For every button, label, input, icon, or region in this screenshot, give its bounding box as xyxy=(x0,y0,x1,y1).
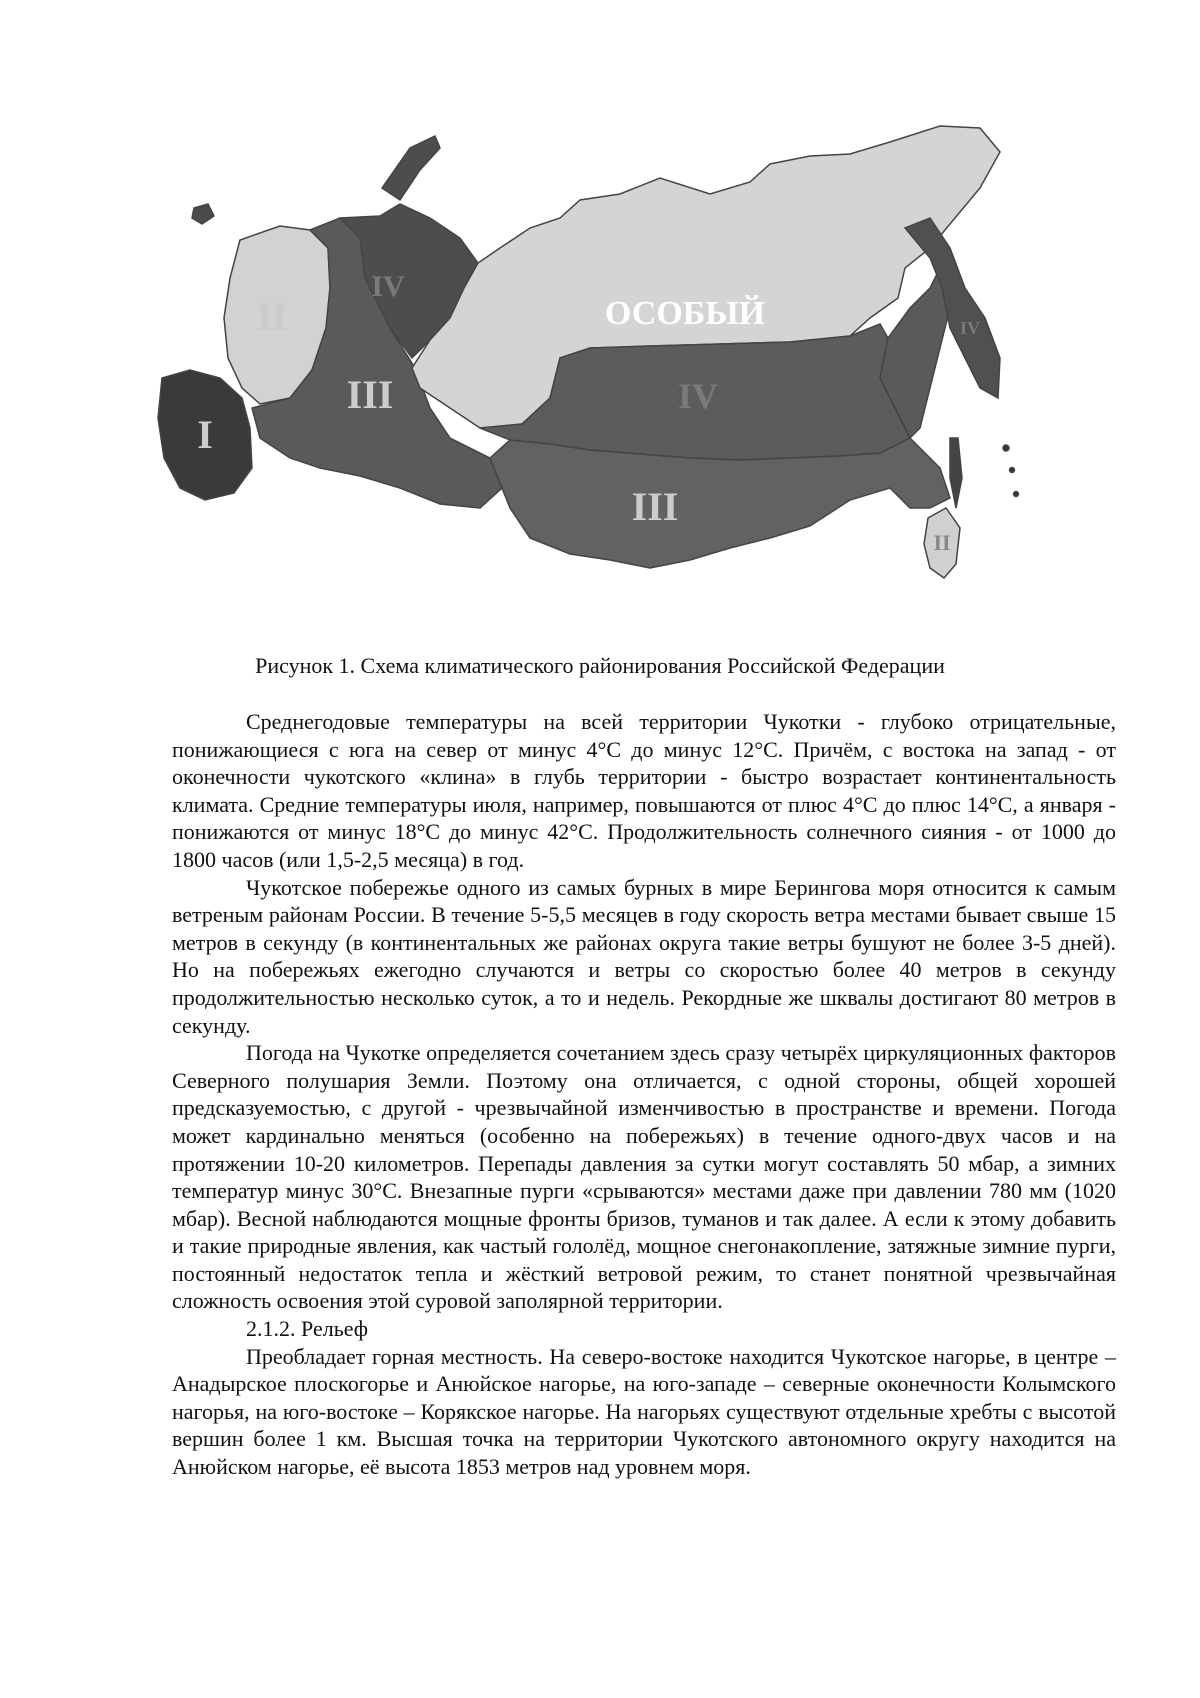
climate-zones-map xyxy=(150,108,1110,648)
zone-label-special: ОСОБЫЙ xyxy=(604,295,766,332)
zone-label-III-west: III xyxy=(346,372,394,417)
zone-label-IV-central: IV xyxy=(677,376,719,416)
paragraph-winds: Чукотское побережье одного из самых бурных в мире Берингова моря относится к самым ветреным районам России. В течение 5-5,5 месяцев в году скорость ветра местами бывает свыше 15 метров в секунду (в континентальных же районах округа такие ветры бушуют не более 3-5 дней). Но на побережьях ежегодно случаются и ветры со скоростью более 40 метров в секунду продолжительностью несколько суток, а то и недель. Рекордные же шквалы достигают 80 метров в секунду. xyxy=(172,874,1116,1038)
figure-caption: Рисунок 1. Схема климатического районирования Российской Федерации xyxy=(255,653,945,678)
kaliningrad-region xyxy=(192,204,214,224)
kuril-islands xyxy=(1003,445,1009,451)
document-body xyxy=(172,708,1116,1481)
novaya-zemlya xyxy=(382,136,440,200)
zone-label-II: II xyxy=(256,294,288,339)
paragraph-relief: Преобладает горная местность. На северо-востоке находится Чукотское нагорье, в центре – Анадырское плоскогорье и Анюйское нагорье, на юго-западе – северные оконечности Колымского нагорья, на юго-востоке – Корякское нагорье. На нагорьях существуют отдельные хребты с высотой вершин более 1 км. Высшая точка на территории Чукотского автономного округу находится на Анюйском нагорье, её высота 1853 метров над уровнем моря. xyxy=(172,1343,1116,1480)
zone-label-IV-north: IV xyxy=(371,270,405,303)
zone-label-IV-east: IV xyxy=(959,318,981,338)
sakhalin-island xyxy=(950,438,962,508)
section-heading-relief: 2.1.2. Рельеф xyxy=(246,1316,369,1342)
paragraph-temperatures: Среднегодовые температуры на всей территории Чукотки - глубоко отрицательные, понижающиеся с юга на север от минус 4°С до минус 12°С. Причём, с востока на запад - от оконечности чукотского «клина» в глубь территории - быстро возрастает континентальность климата. Средние температуры июля, например, повышаются от плюс 4°С до плюс 14°С, а января - понижаются от минус 18°С до минус 42°С. Продолжительность солнечного сияния - от 1000 до 1800 часов (или 1,5-2,5 месяца) в год. xyxy=(172,709,1116,872)
zone-label-III-south: III xyxy=(631,484,679,529)
zone-label-II-east: II xyxy=(933,530,951,555)
zone-label-I: I xyxy=(197,412,213,457)
paragraph-weather: Погода на Чукотке определяется сочетанием здесь сразу четырёх циркуляционных факторов Северного полушария Земли. Поэтому она отличается, с одной стороны, общей хорошей предсказуемостью, с другой - чрезвычайной изменчивостью в пространстве и времени. Погода может кардинально меняться (особенно на побережьях) в течение одного-двух часов и на протяжении 10-20 километров. Перепады давления за сутки могут составлять 50 мбар, а зимних температур минус 30°С. Внезапные пурги «срываются» местами даже при давлении 780 мм (1020 мбар). Весной наблюдаются мощные фронты бризов, туманов и так далее. А если к этому добавить и такие природные явления, как частый гололёд, мощное снегонакопление, затяжные зимние пурги, постоянный недостаток тепла и жёсткий ветровой режим, то станет понятной чрезвычайная сложность освоения этой суровой заполярной территории. xyxy=(172,1040,1116,1314)
